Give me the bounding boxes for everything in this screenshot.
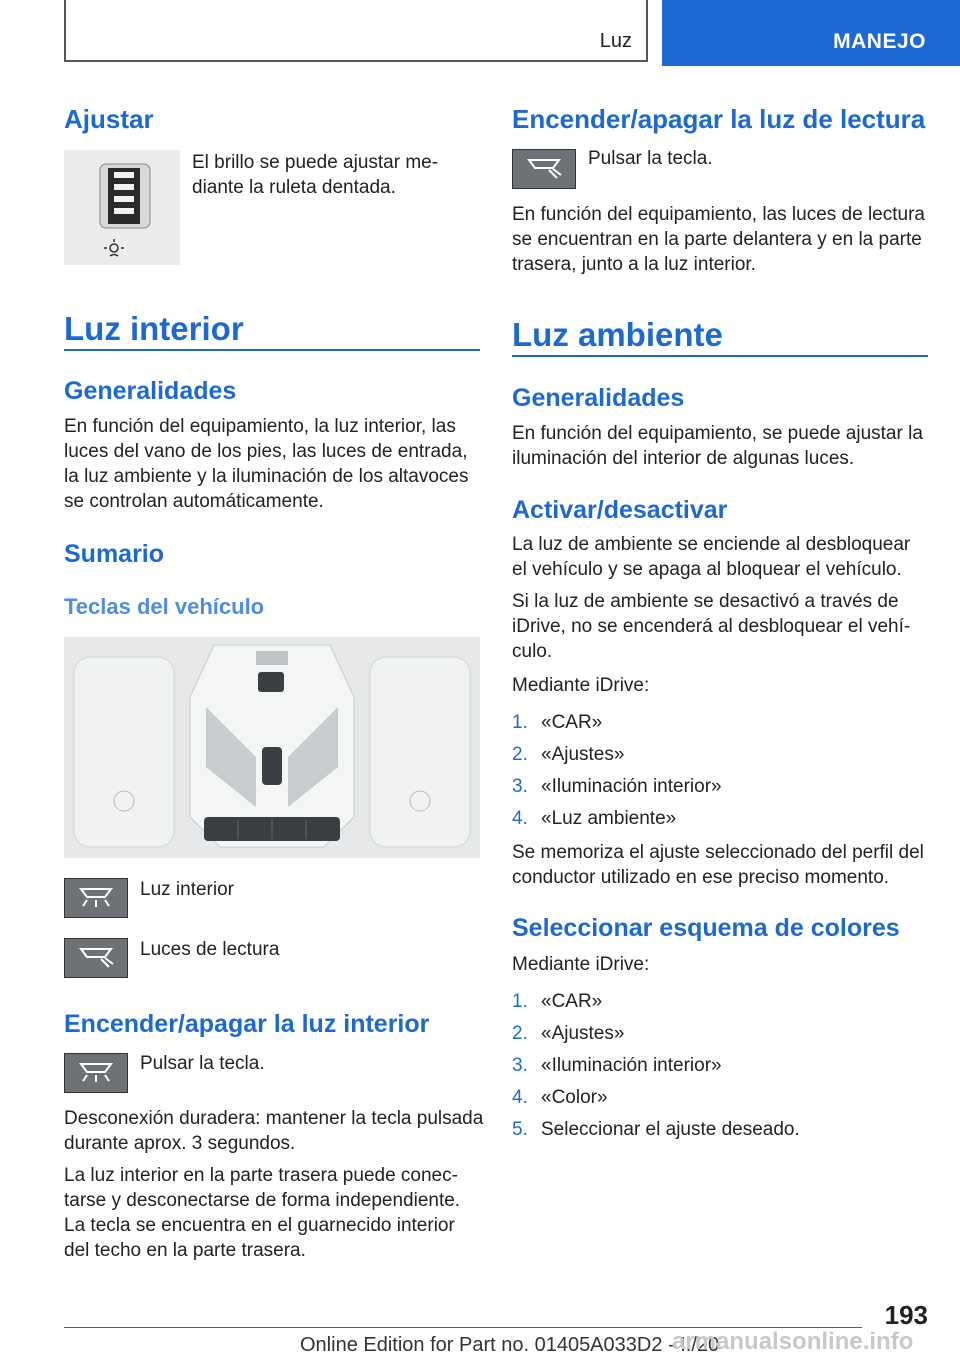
ajustar-text-line2: diante la ruleta dentada. (192, 177, 396, 198)
activar-heading: Activar/desactivar (512, 496, 728, 524)
interior-light-key-icon (64, 878, 128, 918)
footer-edition: Online Edition for Part no. 01405A033D2 - II/20 (300, 1334, 720, 1356)
list-text: «Ajustes» (541, 1023, 625, 1044)
reading-light-key-icon (64, 938, 128, 978)
ajustar-text-line1: El brillo se puede ajustar me- (192, 152, 439, 173)
ambiente-generalidades-line: iluminación del interior de algunas luces. (512, 448, 855, 469)
watermark: armanualsonline.info (672, 1328, 914, 1355)
sumario-heading: Sumario (64, 540, 165, 568)
activar-line: culo. (512, 641, 553, 662)
luz-ambiente-title: Luz ambiente (512, 316, 723, 353)
activar-line: Mediante iDrive: (512, 675, 650, 696)
generalidades-line: En función del equipamiento, la luz interior, las (64, 416, 456, 437)
interior-light-key-icon (64, 1053, 128, 1093)
list-number: 1. (512, 991, 528, 1012)
list-text: «CAR» (541, 991, 603, 1012)
header-chapter-tab: MANEJO (662, 0, 960, 66)
encender-interior-line: La tecla se encuentra en el guarnecido interior (64, 1215, 455, 1236)
list-text: «Luz ambiente» (541, 808, 677, 829)
lectura-press: Pulsar la tecla. (588, 148, 713, 169)
ambiente-generalidades-line: En función del equipamiento, se puede ajustar la (512, 423, 923, 444)
section-rule (512, 355, 928, 357)
activar-line: Si la luz de ambiente se desactivó a través de (512, 591, 899, 612)
reading-light-key-icon (512, 149, 576, 189)
generalidades-heading: Generalidades (64, 377, 237, 405)
teclas-subheading: Teclas del vehículo (64, 594, 265, 619)
dimmer-wheel-icon (64, 150, 180, 265)
generalidades-line: luces del vano de los pies, las luces de entrada, (64, 441, 468, 462)
list-text: «Color» (541, 1087, 608, 1108)
list-number: 4. (512, 808, 528, 829)
activar-after-line: Se memoriza el ajuste seleccionado del perfil del (512, 842, 924, 863)
colores-intro: Mediante iDrive: (512, 954, 650, 975)
encender-interior-line: La luz interior en la parte trasera puede conec- (64, 1165, 458, 1186)
list-number: 1. (512, 712, 528, 733)
lectura-line: se encuentran en la parte delantera y en la parte (512, 229, 922, 250)
list-number: 2. (512, 1023, 528, 1044)
ambiente-generalidades-heading: Generalidades (512, 384, 685, 412)
encender-interior-heading: Encender/apagar la luz interior (64, 1010, 430, 1038)
luz-interior-title: Luz interior (64, 310, 244, 347)
activar-line: La luz de ambiente se enciende al desbloquear (512, 534, 911, 555)
encender-interior-line: del techo en la parte trasera. (64, 1240, 306, 1261)
header-section-box (64, 0, 648, 62)
lectura-line: En función del equipamiento, las luces de lectura (512, 204, 925, 225)
list-text: «CAR» (541, 712, 603, 733)
generalidades-line: se controlan automáticamente. (64, 491, 324, 512)
encender-interior-line: tarse y desconectarse de forma independiente. (64, 1190, 461, 1211)
dimmer-wheel-image (64, 150, 180, 265)
list-number: 3. (512, 1055, 528, 1076)
section-rule (64, 349, 480, 351)
header-section-title: Luz (599, 30, 632, 52)
colores-heading: Seleccionar esquema de colores (512, 914, 900, 942)
key-label-reading: Luces de lectura (140, 939, 280, 960)
list-text: «Ajustes» (541, 744, 625, 765)
page-number: 193 (884, 1300, 928, 1330)
list-text: «Iluminación interior» (541, 776, 722, 797)
list-number: 2. (512, 744, 528, 765)
encender-interior-line: Desconexión duradera: mantener la tecla pulsada (64, 1108, 484, 1129)
generalidades-line: la luz ambiente y la iluminación de los altavoces (64, 466, 469, 487)
list-text: «Iluminación interior» (541, 1055, 722, 1076)
encender-interior-press: Pulsar la tecla. (140, 1053, 265, 1074)
activar-line: iDrive, no se encenderá al desbloquear el vehí- (512, 616, 911, 637)
list-number: 5. (512, 1119, 528, 1140)
activar-line: el vehículo y se apaga al bloquear el vehículo. (512, 559, 902, 580)
ajustar-heading: Ajustar (64, 104, 154, 134)
encender-interior-line: durante aprox. 3 segundos. (64, 1133, 296, 1154)
roof-console-image (64, 637, 480, 858)
key-label-interior: Luz interior (140, 879, 234, 900)
activar-after-line: conductor utilizado en ese preciso momento. (512, 867, 890, 888)
lectura-heading: Encender/apagar la luz de lectura (512, 104, 926, 134)
roof-console-illustration (64, 637, 480, 858)
list-text: Seleccionar el ajuste deseado. (541, 1119, 800, 1140)
list-number: 3. (512, 776, 528, 797)
list-number: 4. (512, 1087, 528, 1108)
lectura-line: trasera, junto a la luz interior. (512, 254, 756, 275)
